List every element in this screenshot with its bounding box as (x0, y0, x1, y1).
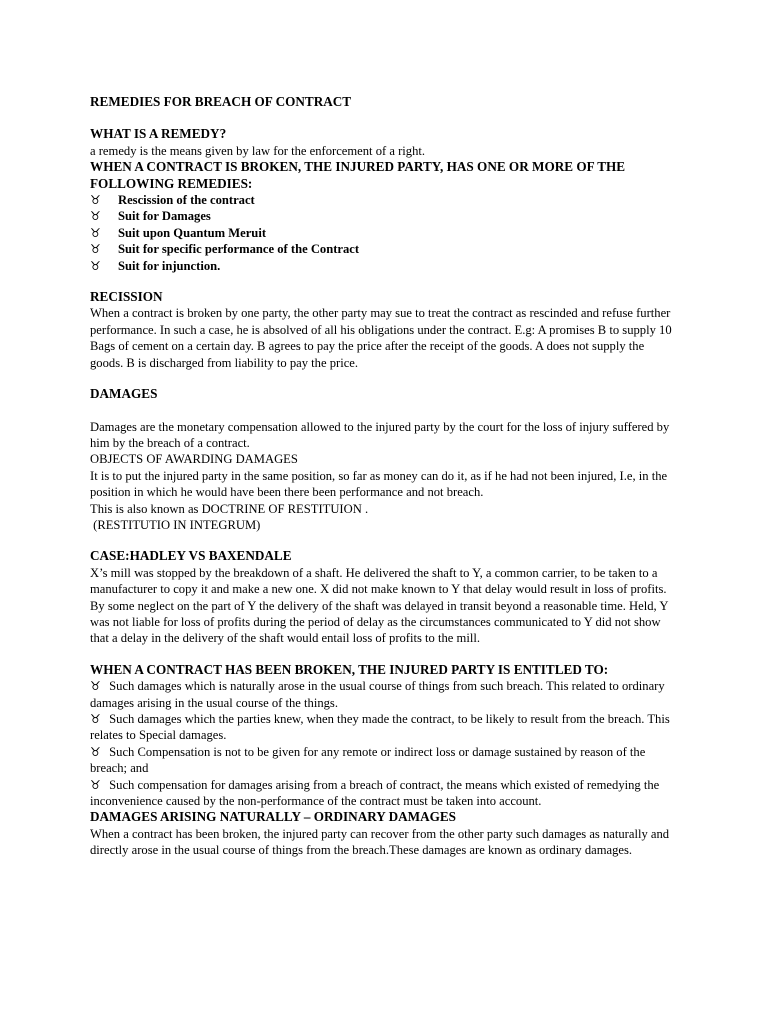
case-body: X’s mill was stopped by the breakdown of a shaft. He delivered the shaft to Y, a common carrier, to be taken to a manufacturer to copy it and make a new one. X did not make known to Y that delay would result in loss of profits. By some neglect on the part of Y the delivery of the shaft was delayed in transit beyond a reasonable time. Held, Y was not liable for loss of profits during the period of delay as the circumstances communicated to Y did not show that a delay in the delivery of the shaft would entail loss of profits to the mill. (90, 565, 668, 646)
doctrine-latin: (RESTITUTIO IN INTEGRUM) (90, 517, 261, 532)
list-item (90, 241, 675, 257)
ordinary-heading: DAMAGES ARISING NATURALLY – ORDINARY DAMAGES (90, 809, 457, 825)
list-item-text: Suit for Damages (118, 209, 211, 224)
list-item-text: Rescission of the contract (118, 193, 255, 208)
remedy-definition: a remedy is the means given by law for the enforcement of a right. (90, 143, 426, 158)
list-item (90, 192, 675, 208)
taurus-bullet-icon: ♉ (90, 242, 101, 257)
list-item-text: Such damages which is naturally arose in the usual course of things from such breach. This related to ordinary damages arising in the usual course of the things. (90, 679, 665, 710)
list-item-text: Suit for specific performance of the Contract (118, 242, 360, 257)
document-title: REMEDIES FOR BREACH OF CONTRACT (90, 94, 352, 109)
list-item (90, 225, 675, 241)
list-item (90, 711, 675, 744)
remedies-subheading: WHEN A CONTRACT IS BROKEN, THE INJURED PARTY, HAS ONE OR MORE OF THE FOLLOWING REMEDIES: (90, 159, 626, 191)
list-item-text: Such damages which the parties knew, when they made the contract, to be likely to result from the breach. This relates to Special damages. (90, 712, 670, 743)
damages-definition: Damages are the monetary compensation allowed to the injured party by the court for the loss of injury suffered by him by the breach of a contract. (90, 419, 670, 450)
case-heading: CASE:HADLEY VS BAXENDALE (90, 548, 292, 564)
list-item-text: Suit upon Quantum Meruit (118, 225, 267, 240)
remedies-list (90, 192, 675, 274)
list-item-text: Such Compensation is not to be given for any remote or indirect loss or damage sustained by reason of the breach; and (90, 744, 646, 776)
list-item-text: Suit for injunction. (118, 258, 221, 273)
taurus-bullet-icon: ♉ (90, 777, 101, 792)
remedy-heading: WHAT IS A REMEDY? (90, 126, 227, 142)
taurus-bullet-icon: ♉ (90, 258, 101, 273)
document-content (90, 94, 675, 859)
objects-body: It is to put the injured party in the same position, so far as money can do it, as if he had not been injured, I.e, in the position in which he would have been there been performance and not breach. (90, 468, 668, 500)
list-item (90, 678, 675, 711)
taurus-bullet-icon: ♉ (90, 193, 101, 208)
entitled-list (90, 678, 675, 809)
taurus-bullet-icon: ♉ (90, 744, 101, 759)
list-item (90, 744, 675, 777)
damages-heading: DAMAGES (90, 386, 158, 402)
taurus-bullet-icon: ♉ (90, 679, 101, 694)
taurus-bullet-icon: ♉ (90, 712, 101, 726)
recission-heading: RECISSION (90, 289, 163, 305)
doctrine-line: This is also known as DOCTRINE OF RESTITUION . (90, 501, 369, 516)
taurus-bullet-icon: ♉ (90, 209, 101, 224)
list-item (90, 258, 675, 274)
entitled-heading: WHEN A CONTRACT HAS BEEN BROKEN, THE INJURED PARTY IS ENTITLED TO: (90, 661, 609, 677)
ordinary-body: When a contract has been broken, the injured party can recover from the other party such damages as naturally and directly arose in the usual course of things from the breach.These damages are known as ordinary damages. (90, 826, 670, 858)
list-item (90, 777, 675, 810)
objects-heading: OBJECTS OF AWARDING DAMAGES (90, 452, 298, 467)
list-item-text: Such compensation for damages arising from a breach of contract, the means which existed of remedying the inconvenience caused by the non-performance of the contract must be taken into account. (90, 777, 660, 809)
taurus-bullet-icon: ♉ (90, 225, 101, 240)
list-item (90, 208, 675, 224)
recission-body: When a contract is broken by one party, the other party may sue to treat the contract as rescinded and refuse further performance. In such a case, he is absolved of all his obligations under the contract. E.g: A promises B to supply 10 Bags of cement on a certain day. B agrees to pay the price after the receipt of the goods. A does not supply the goods. B is discharged from liability to pay the price. (90, 306, 672, 370)
